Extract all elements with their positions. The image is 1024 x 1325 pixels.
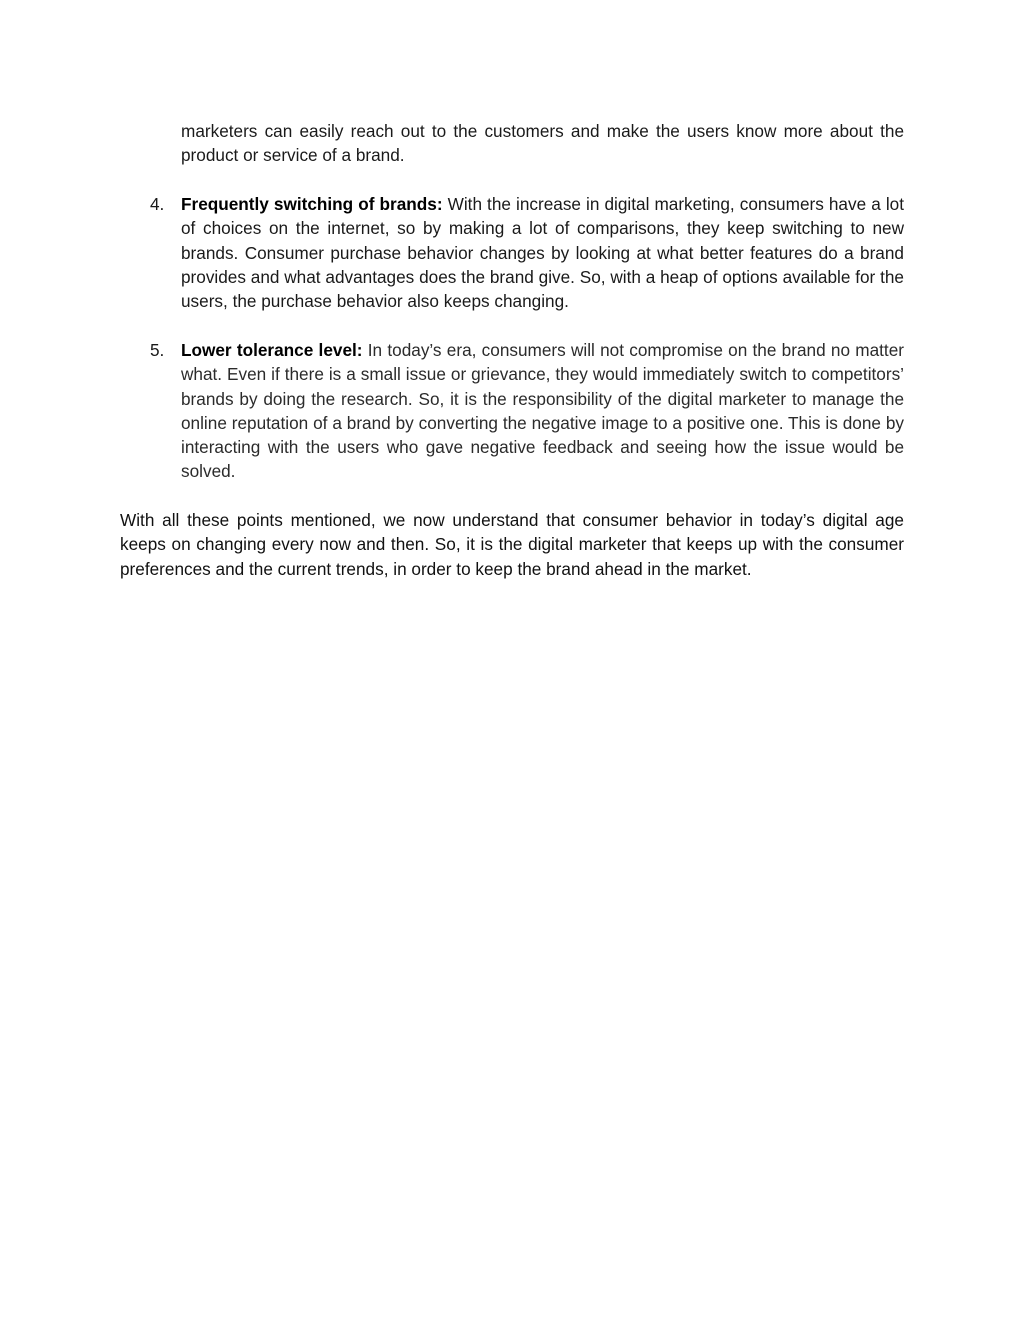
list-item-text: With the increase in digital marketing, consumers have a lot of choices on the internet, so by making a lot of comparisons, they keep switching to new brands. Consumer purchase behavior changes by looking at what better features do a brand provides and what advantages does the brand give. So, with a heap of options available for the users, the purchase behavior also keeps changing.	[181, 194, 904, 312]
list-item-title: Frequently switching of brands:	[181, 194, 443, 214]
list-item-body	[181, 338, 904, 484]
continuation-paragraph: marketers can easily reach out to the customers and make the users know more about the product or service of a brand.	[181, 121, 904, 166]
list-item-text: In today’s era, consumers will not compromise on the brand no matter what. Even if there is a small issue or grievance, they would immediately switch to competitors’ brands by doing the research. So, it is the responsibility of the digital marketer to manage the online reputation of a brand by converting the negative image to a positive one. This is done by interacting with the users who gave negative feedback and seeing how the issue would be solved.	[181, 340, 904, 482]
list-item-number: 4.	[150, 194, 165, 214]
list-item-title: Lower tolerance level:	[181, 340, 363, 360]
list-item-number: 5.	[150, 340, 165, 360]
closing-paragraph: With all these points mentioned, we now understand that consumer behavior in today’s digital age keeps on changing every now and then. So, it is the digital marketer that keeps up with the consumer preferences and the current trends, in order to keep the brand ahead in the market.	[120, 510, 904, 579]
list-item-body	[181, 192, 904, 313]
